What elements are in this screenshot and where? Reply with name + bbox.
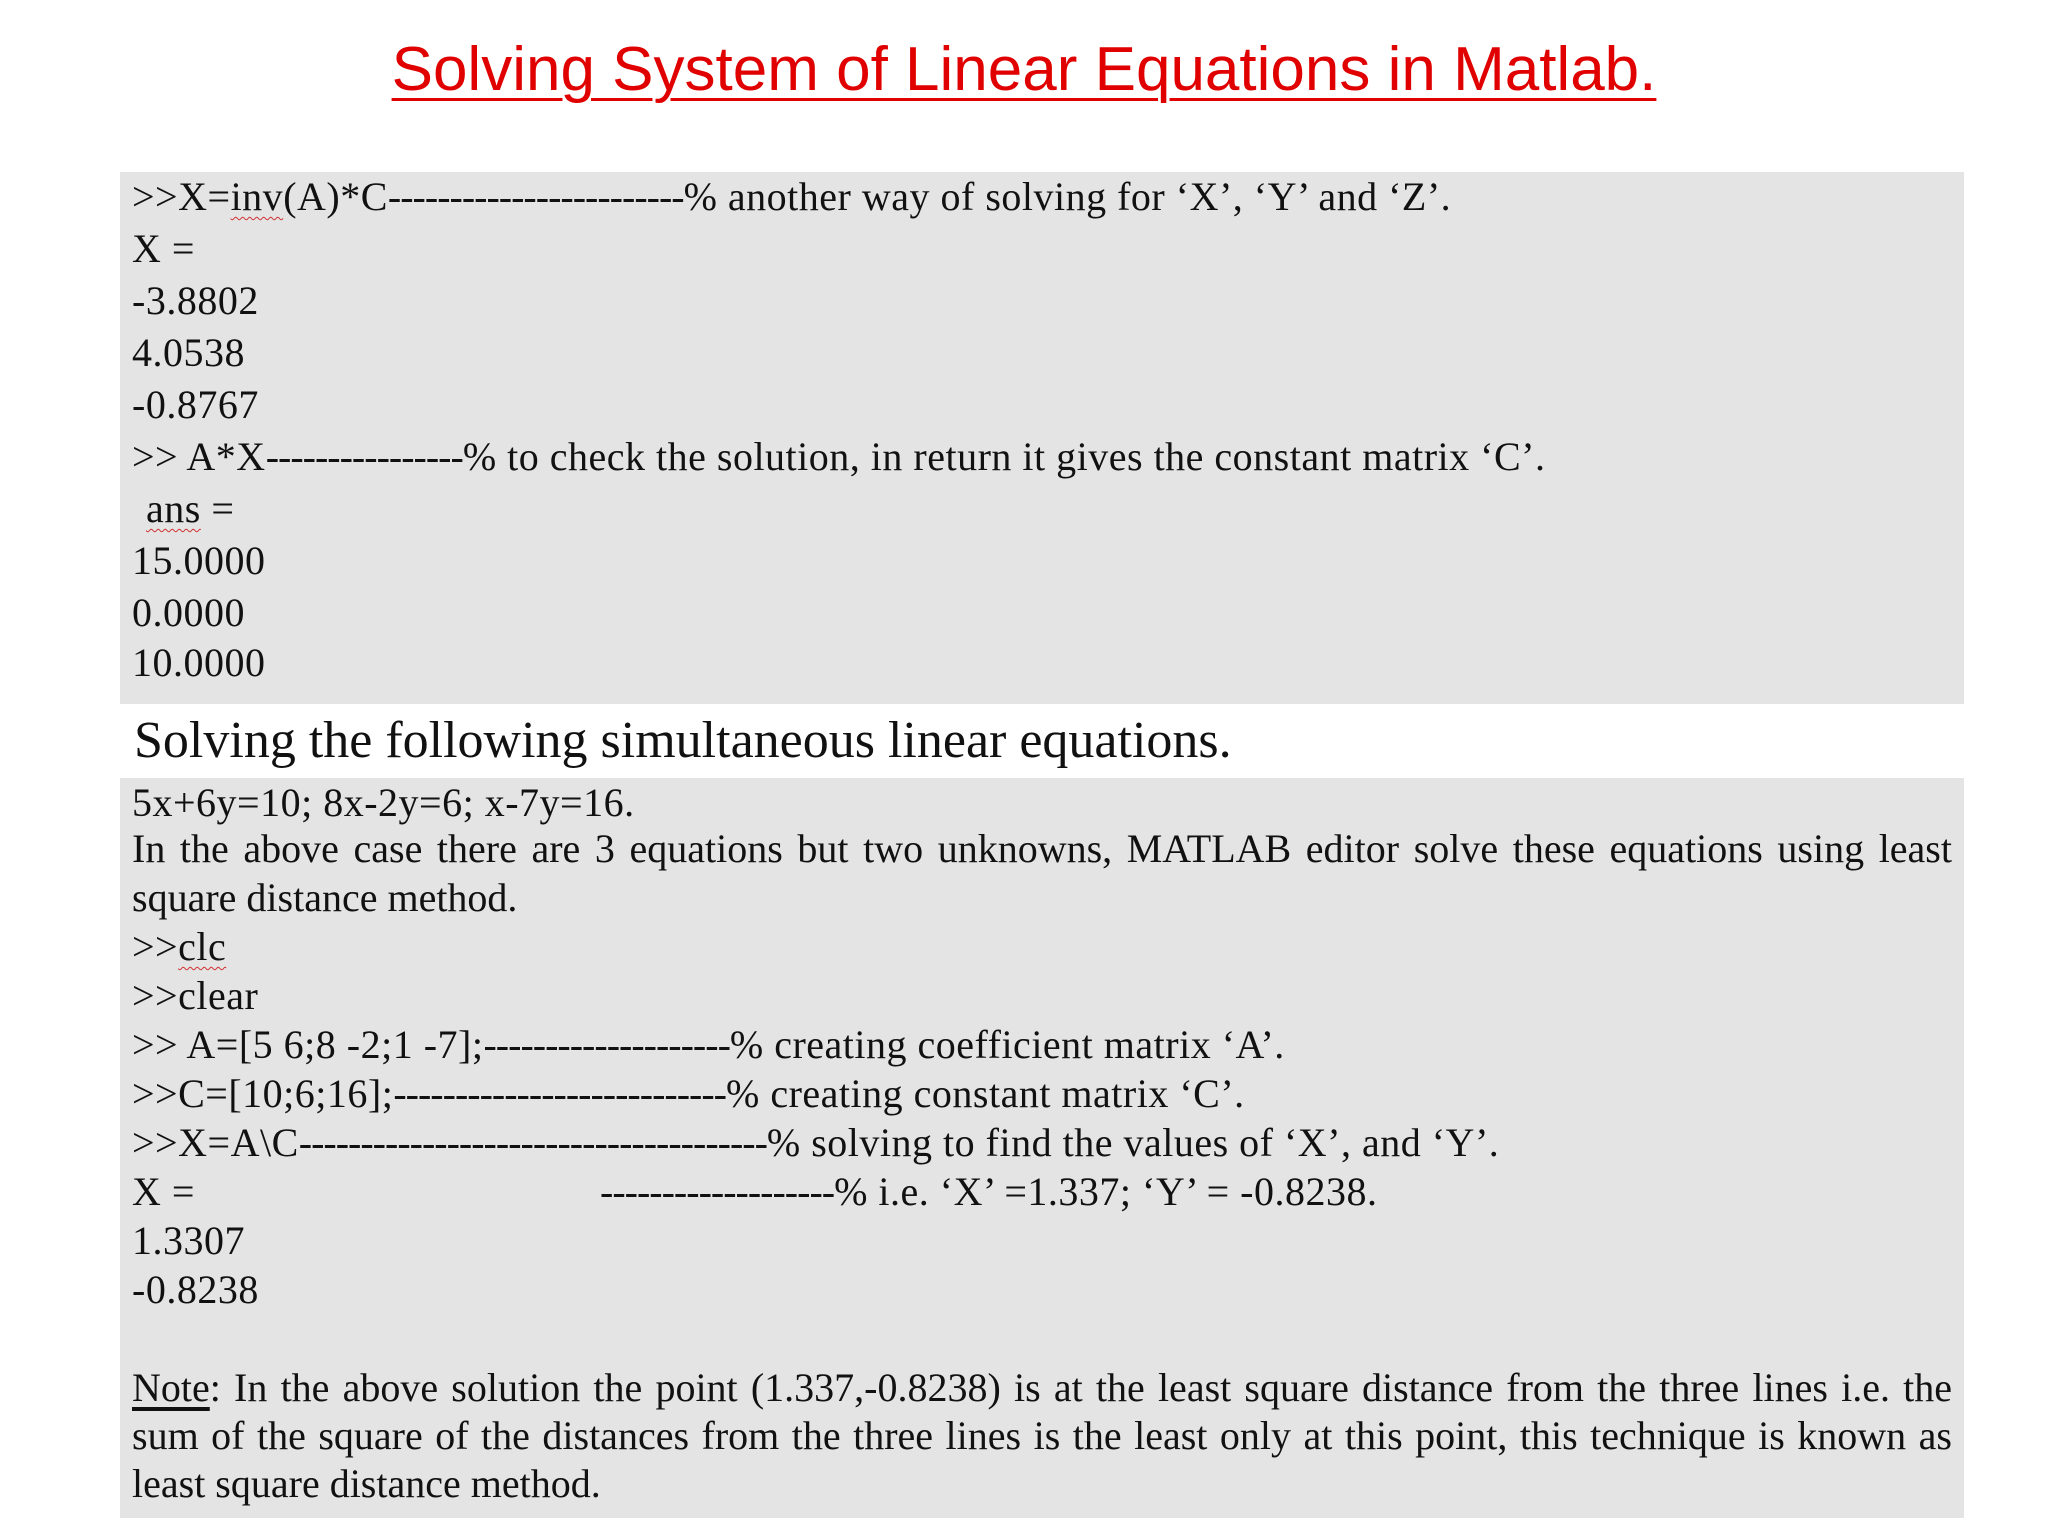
x-result-label: X =: [132, 1169, 195, 1214]
x-value-2: 4.0538: [132, 330, 245, 375]
cmd2-comment: % to check the solution, in return it gives the constant matrix ‘C’.: [462, 434, 1546, 479]
cmd-a: >> A=[5 6;8 -2;1 -7];: [132, 1022, 484, 1067]
clear-command: >>clear: [132, 973, 259, 1018]
cmd1-rest: (A)*C: [283, 174, 388, 219]
cmd-a-comment: % creating coefficient matrix ‘A’.: [729, 1022, 1285, 1067]
ans-value-2: 0.0000: [132, 590, 245, 635]
ans-value-3: 10.0000: [132, 640, 266, 685]
x-comment: % i.e. ‘X’ =1.337; ‘Y’ = -0.8238.: [834, 1169, 1378, 1214]
matlab-output-panel-1: [120, 172, 1964, 704]
cmd1-comment: % another way of solving for ‘X’, ‘Y’ and ‘Z’.: [683, 174, 1452, 219]
cmd1-prompt: >>X=: [132, 174, 231, 219]
clc-word: clc: [178, 924, 227, 969]
x-result-value-1: 1.3307: [132, 1218, 245, 1263]
note-text: : In the above solution the point (1.337,-0.8238) is at the least square distance from the three lines i.e. the sum of the square of the distances from the three lines is the least only at this point, this technique is known as least square distance method.: [132, 1365, 1952, 1506]
command-check-line: [132, 432, 1545, 482]
ans-equals: =: [200, 486, 235, 531]
cmd-c-comment: % creating constant matrix ‘C’.: [726, 1071, 1245, 1116]
cmd-x-dashes: --------------------------------------: [298, 1120, 767, 1165]
command-x-line: [132, 1118, 1499, 1168]
section-heading: Solving the following simultaneous linear equations.: [134, 712, 1232, 769]
x-result-value-2: -0.8238: [132, 1267, 259, 1312]
matlab-output-panel-2: [120, 778, 1964, 1518]
x-value-1: -3.8802: [132, 278, 259, 323]
equations-line: 5x+6y=10; 8x-2y=6; x-7y=16.: [132, 780, 635, 825]
ans-word: ans: [146, 486, 201, 531]
cmd-x-comment: % solving to find the values of ‘X’, and ‘Y’.: [766, 1120, 1500, 1165]
command-inv-line: [132, 172, 1451, 222]
cmd2: >> A*X: [132, 434, 266, 479]
command-a-line: [132, 1020, 1285, 1070]
explanation-paragraph: In the above case there are 3 equations but two unknowns, MATLAB editor solve these equations using least square distance method.: [132, 826, 1952, 920]
cmd-c-dashes: ---------------------------: [393, 1071, 726, 1116]
cmd-x: >>X=A\C: [132, 1120, 299, 1165]
clc-prompt: >>: [132, 924, 179, 969]
x-value-3: -0.8767: [132, 382, 259, 427]
x-label: X =: [132, 226, 195, 271]
command-c-line: [132, 1069, 1245, 1119]
note-paragraph: [132, 1364, 1952, 1508]
x-result-comment-line: [600, 1167, 1377, 1217]
slide-title: Solving System of Linear Equations in Matlab.: [391, 35, 1657, 104]
cmd-c: >>C=[10;6;16];: [132, 1071, 394, 1116]
note-label: Note: [132, 1365, 210, 1410]
x-dashes: -------------------: [600, 1169, 835, 1214]
ans-label: [146, 484, 234, 534]
cmd-a-dashes: --------------------: [483, 1022, 730, 1067]
clc-command: [132, 922, 226, 972]
cmd2-dashes: ----------------: [265, 434, 463, 479]
section-heading-box: [120, 706, 1404, 776]
cmd1-dashes: ------------------------: [387, 174, 684, 219]
cmd1-inv-function: inv: [230, 174, 284, 219]
ans-value-1: 15.0000: [132, 538, 266, 583]
